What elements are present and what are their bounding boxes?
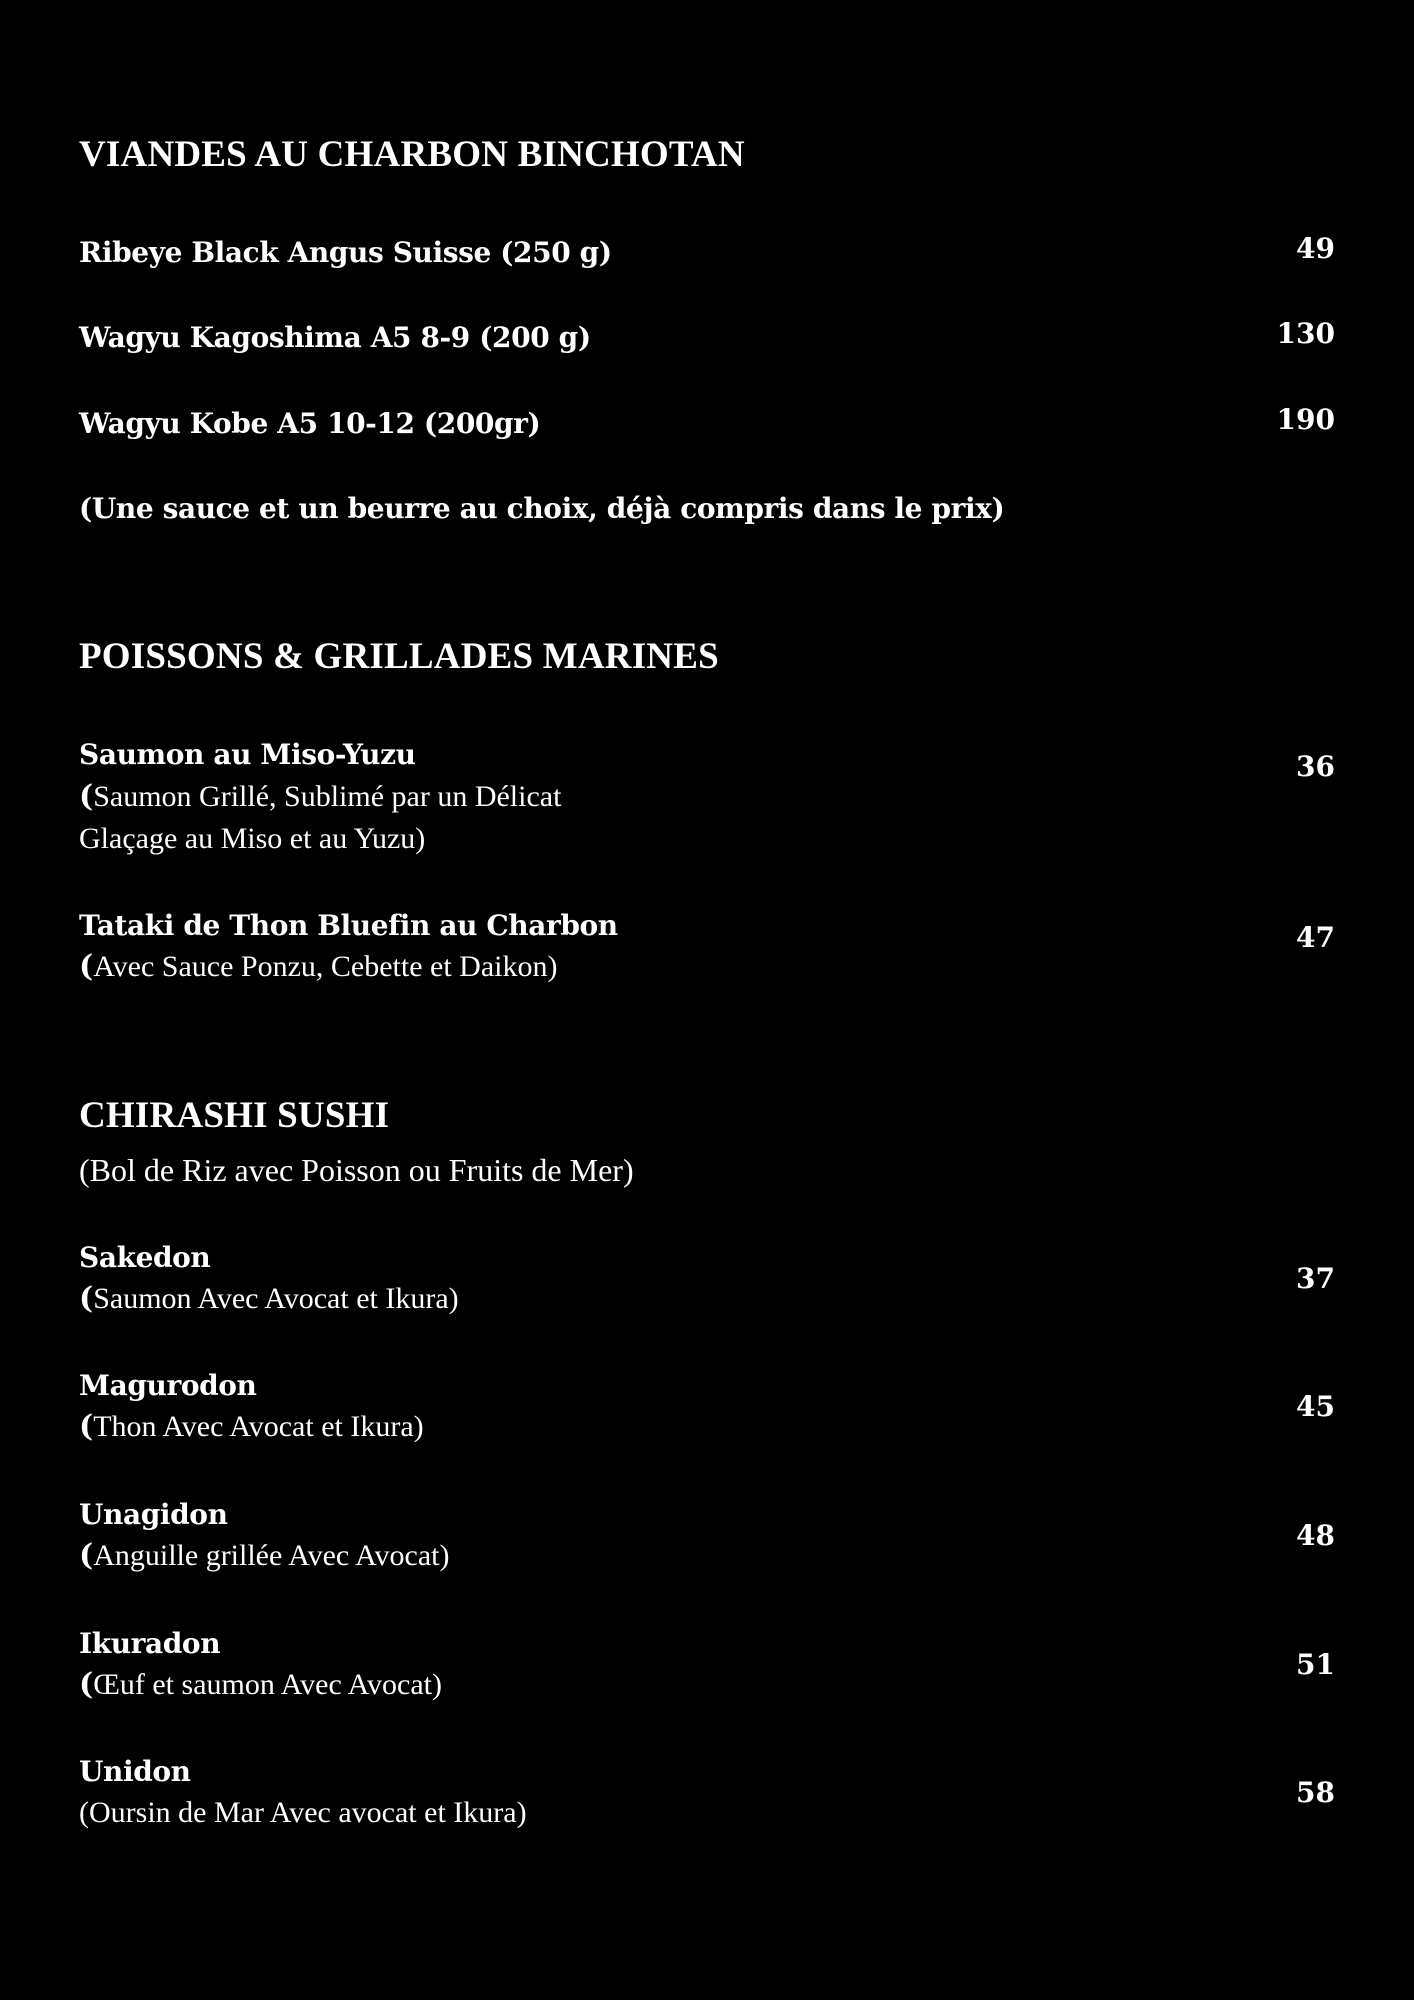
menu-item-description xyxy=(79,1406,679,1448)
menu-item-name: Wagyu Kobe A5 10-12 (200gr) xyxy=(79,407,541,440)
price-note: (Une sauce et un beurre au choix, déjà compris dans le prix) xyxy=(79,492,1005,525)
menu-item-description xyxy=(79,1664,679,1706)
desc-paren: ( xyxy=(79,1538,94,1573)
section-subtitle: (Bol de Riz avec Poisson ou Fruits de Mer) xyxy=(79,1152,634,1188)
menu-item-name: Sakedon xyxy=(79,1241,211,1274)
desc-paren: ( xyxy=(79,949,94,984)
menu-item-name: Ikuradon xyxy=(79,1627,221,1660)
menu-item-name: Ribeye Black Angus Suisse (250 g) xyxy=(79,236,612,269)
desc-paren: ( xyxy=(79,1281,94,1316)
menu-item-price: 130 xyxy=(1276,317,1335,350)
desc-text: Œuf et saumon Avec Avocat) xyxy=(93,1668,442,1701)
menu-item-price: 58 xyxy=(1296,1776,1335,1809)
menu-item-description xyxy=(79,776,659,860)
menu-item-price: 49 xyxy=(1296,232,1335,265)
desc-text: Anguille grillée Avec Avocat) xyxy=(93,1539,450,1572)
menu-item-price: 190 xyxy=(1276,403,1335,436)
desc-text: Avec Sauce Ponzu, Cebette et Daikon) xyxy=(93,950,558,983)
section-title-chirashi: CHIRASHI SUSHI xyxy=(79,1095,390,1136)
menu-item-description: (Oursin de Mar Avec avocat et Ikura) xyxy=(79,1796,527,1829)
menu-item-price: 45 xyxy=(1296,1390,1335,1423)
menu-item-name: Wagyu Kagoshima A5 8-9 (200 g) xyxy=(79,321,591,354)
menu-item-name: Saumon au Miso-Yuzu xyxy=(79,738,416,771)
desc-text: Saumon Avec Avocat et Ikura) xyxy=(93,1282,459,1315)
menu-item-price: 37 xyxy=(1296,1262,1335,1295)
desc-text: Thon Avec Avocat et Ikura) xyxy=(93,1410,424,1443)
menu-item-name: Unidon xyxy=(79,1755,191,1788)
menu-item-price: 48 xyxy=(1296,1519,1335,1552)
desc-text: Saumon Grillé, Sublimé par un Délicat Glaçage au Miso et au Yuzu) xyxy=(79,780,562,855)
menu-item-name: Unagidon xyxy=(79,1498,228,1531)
menu-item-description xyxy=(79,946,679,988)
menu-item-description xyxy=(79,1278,679,1320)
desc-paren: ( xyxy=(79,1409,94,1444)
menu-item-name: Tataki de Thon Bluefin au Charbon xyxy=(79,909,618,942)
desc-paren: ( xyxy=(79,779,94,814)
desc-paren: ( xyxy=(79,1667,94,1702)
menu-item-price: 36 xyxy=(1296,750,1335,783)
menu-item-description xyxy=(79,1535,679,1577)
menu-item-name: Magurodon xyxy=(79,1369,257,1402)
section-title-poissons: POISSONS & GRILLADES MARINES xyxy=(79,636,719,677)
menu-item-price: 47 xyxy=(1296,921,1335,954)
section-title-viandes: VIANDES AU CHARBON BINCHOTAN xyxy=(79,134,745,175)
menu-item-price: 51 xyxy=(1296,1648,1335,1681)
